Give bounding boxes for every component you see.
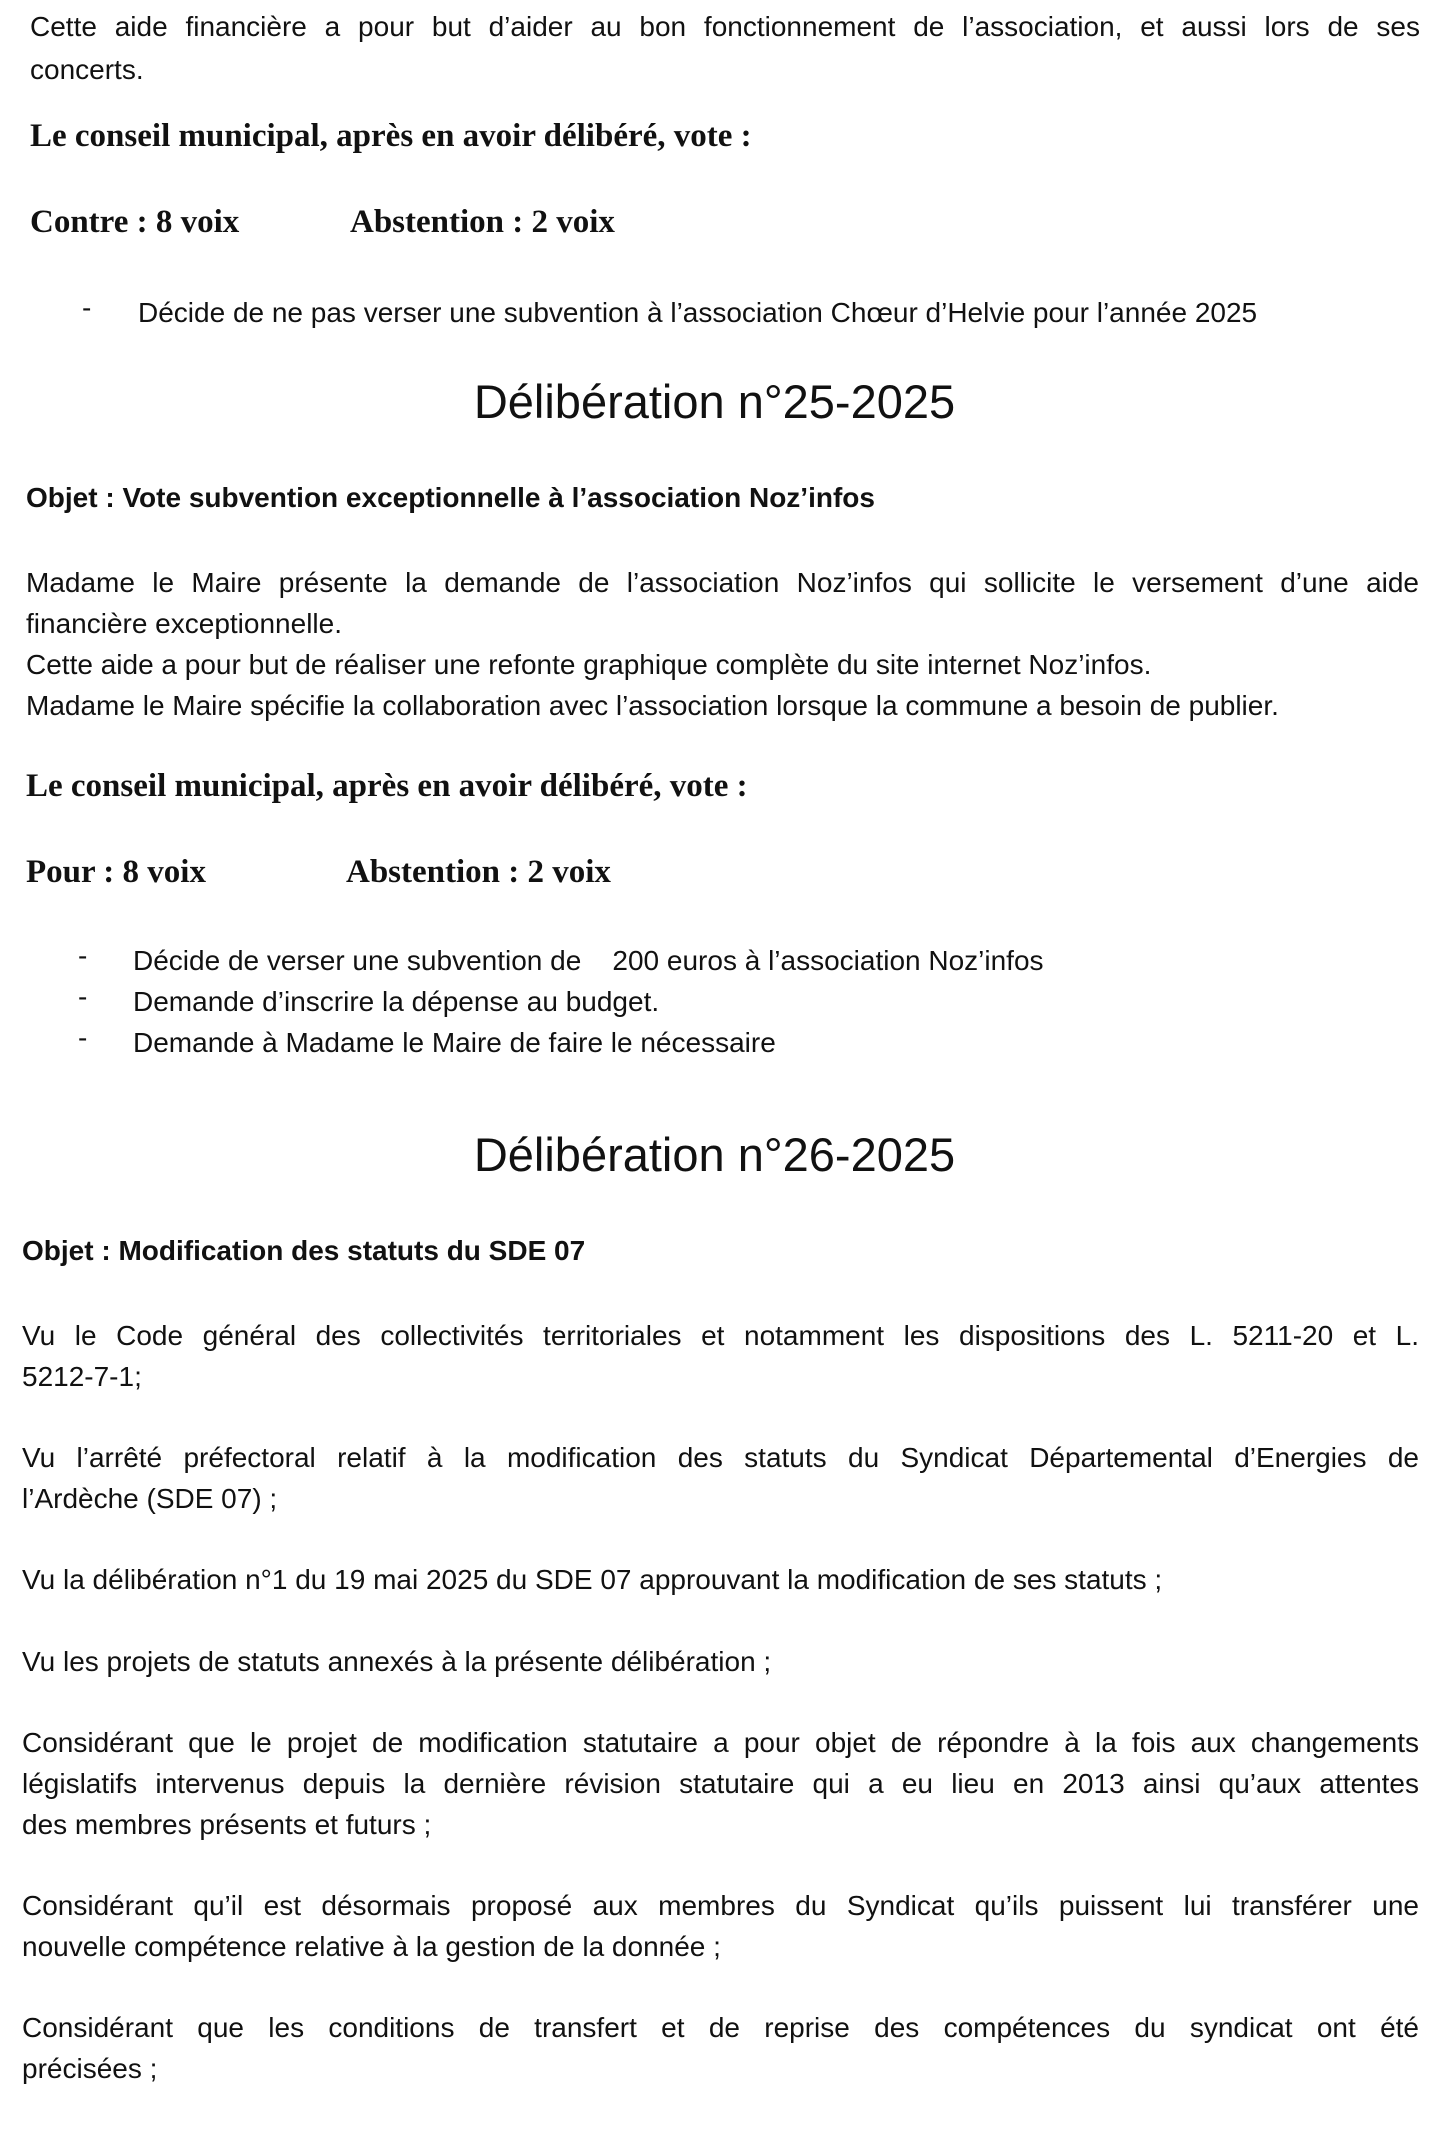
deliberation-25-para-line-4: Madame le Maire spécifie la collaboration avec l’association lorsque la commune a besoin de publier. [26,690,1279,721]
intro-line-2: concerts. [30,54,144,85]
deliberation-25-para-line-2: financière exceptionnelle. [26,608,342,639]
list-marker: - [78,940,88,971]
vu-line: Vu la délibération n°1 du 19 mai 2025 du SDE 07 approuvant la modification de ses statuts ; [22,1564,1163,1595]
vote-abstention: Abstention : 2 voix [346,854,611,890]
list-marker: - [82,292,92,323]
deliberation-25-title: Délibération n°25-2025 [473,375,956,428]
vote-heading: Le conseil municipal, après en avoir délibéré, vote : [26,768,748,804]
considerant-line: Considérant que le projet de modification statutaire a pour objet de répondre à la fois aux changements [22,1727,1419,1758]
deliberation-25-para-line-1: Madame le Maire présente la demande de l’association Noz’infos qui sollicite le versement d’une aide [26,567,1419,598]
list-item: Demande d’inscrire la dépense au budget. [133,986,660,1017]
vote-heading: Le conseil municipal, après en avoir délibéré, vote : [30,118,752,154]
list-item: Demande à Madame le Maire de faire le nécessaire [133,1027,776,1058]
deliberation-25-para-line-3: Cette aide a pour but de réaliser une refonte graphique complète du site internet Noz’infos. [26,649,1152,680]
considerant-line: des membres présents et futurs ; [22,1809,432,1840]
deliberation-25-objet: Objet : Vote subvention exceptionnelle à l’association Noz’infos [26,482,875,513]
vote-pour: Pour : 8 voix [26,854,206,890]
deliberation-26-title: Délibération n°26-2025 [473,1128,956,1181]
vote-abstention: Abstention : 2 voix [350,204,615,240]
considerant-line: législatifs intervenus depuis la dernière révision statutaire qui a eu lieu en 2013 ainsi qu’aux attentes [22,1768,1419,1799]
list-marker: - [78,1022,88,1053]
vu-line: Vu les projets de statuts annexés à la présente délibération ; [22,1646,772,1677]
vu-line-2: l’Ardèche (SDE 07) ; [22,1483,278,1514]
list-marker: - [78,981,88,1012]
list-item: Décide de ne pas verser une subvention à l’association Chœur d’Helvie pour l’année 2025 [138,297,1258,328]
considerant-line: nouvelle compétence relative à la gestion de la donnée ; [22,1931,721,1962]
vote-contre: Contre : 8 voix [30,204,240,240]
list-item: Décide de verser une subvention de 200 euros à l’association Noz’infos [133,945,1044,976]
vu-line-1: Vu le Code général des collectivités territoriales et notamment les dispositions des L. 5211-20 et L. [22,1320,1419,1351]
intro-line-1: Cette aide financière a pour but d’aider au bon fonctionnement de l’association, et aussi lors de ses [30,11,1420,42]
deliberation-26-objet: Objet : Modification des statuts du SDE 07 [22,1235,586,1266]
considerant-line: Considérant que les conditions de transfert et de reprise des compétences du syndicat ont été [22,2012,1419,2043]
considerant-line: précisées ; [22,2053,158,2084]
considerant-line: Considérant qu’il est désormais proposé aux membres du Syndicat qu’ils puissent lui transférer une [22,1890,1419,1921]
vu-line-1: Vu l’arrêté préfectoral relatif à la modification des statuts du Syndicat Départemental d’Energies de [22,1442,1419,1473]
vu-line-2: 5212-7-1; [22,1361,142,1392]
